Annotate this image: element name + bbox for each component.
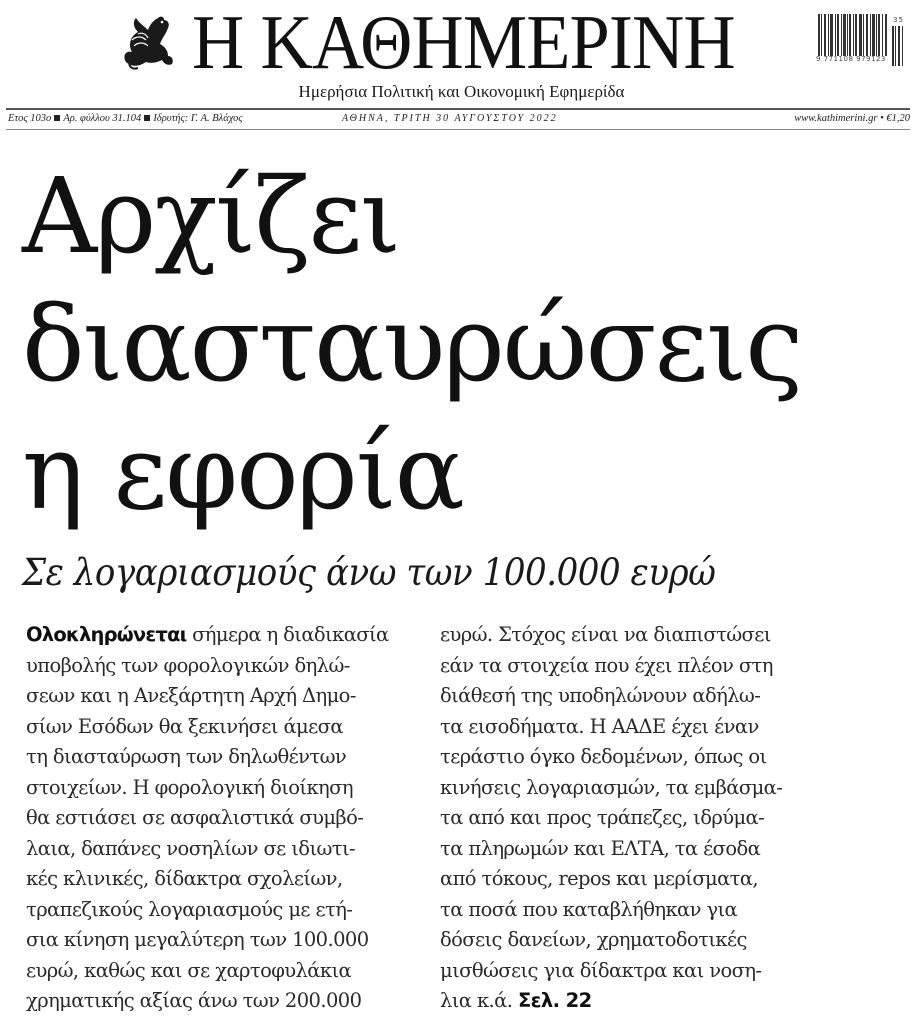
subheadline: Σε λογαριασμούς άνω των 100.000 ευρώ xyxy=(22,551,716,594)
body-line: λια κ.ά. Σελ. 22 xyxy=(440,989,592,1012)
body-line: εάν τα στοιχεία που έχει πλέον στη xyxy=(440,653,773,677)
headline-line: Αρχίζει xyxy=(22,155,400,277)
barcode-number: 9 771108 979123 xyxy=(816,55,886,63)
body-line: λαια, δαπάνες νοσηλίων σε ιδιωτι- xyxy=(26,836,356,860)
body-line: ευρώ. Στόχος είναι να διαπιστώσει xyxy=(440,623,771,646)
square-bullet-icon xyxy=(144,115,150,121)
masthead xyxy=(0,0,923,108)
headline xyxy=(22,152,801,536)
site-and-price xyxy=(794,113,910,124)
year: Ετος 103ο xyxy=(8,113,52,124)
body-line: τραπεζικούς λογαριασμούς με ετή- xyxy=(26,897,353,921)
body-line: Ολοκληρώνεται σήμερα η διαδικασία xyxy=(26,623,389,646)
issue-info xyxy=(8,113,243,124)
lead-word: Ολοκληρώνεται xyxy=(26,623,187,646)
price: €1,20 xyxy=(886,113,910,124)
headline-line: διασταυρώσεις xyxy=(22,283,802,405)
body-line: σεων και η Ανεξάρτητη Αρχή Δημο- xyxy=(26,684,356,707)
barcode-addon: 35 xyxy=(893,16,904,24)
masthead-subtitle: Ημερήσια Πολιτική και Οικονομική Εφημερίδα xyxy=(298,82,625,101)
separator: • xyxy=(880,113,884,124)
body-line: τεράστιο όγκο δεδομένων, όπως οι xyxy=(440,745,767,768)
body-line: τα από και προς τράπεζες, ιδρύμα- xyxy=(440,806,765,829)
body-line: από τόκους, repos και μερίσματα, xyxy=(440,867,759,890)
body-line: τα εισοδήματα. Η ΑΑΔΕ έχει έναν xyxy=(440,714,759,738)
body-line: τα πληρωμών και ΕΛΤΑ, τα έσοδα xyxy=(440,836,761,860)
article-column-1 xyxy=(26,620,426,1017)
griffin-icon xyxy=(118,10,180,72)
headline-line: η εφορία xyxy=(22,411,463,533)
page-reference-link[interactable]: Σελ. 22 xyxy=(517,989,592,1012)
article-column-2 xyxy=(440,620,835,1017)
body-line: κές κλινικές, δίδακτρα σχολείων, xyxy=(26,867,343,890)
website-link[interactable]: www.kathimerini.gr xyxy=(794,113,878,124)
body-line: διάθεσή της υποδηλώνουν αδήλω- xyxy=(440,684,761,707)
bottom-rule xyxy=(6,129,910,130)
body-line: στοιχείων. Η φορολογική διοίκηση xyxy=(26,775,353,799)
body-line: σια κίνηση μεγαλύτερη των 100.000 xyxy=(26,928,369,951)
body-line: χρηματικής αξίας άνω των 200.000 xyxy=(26,989,362,1012)
body-line: μισθώσεις για δίδακτρα και νοση- xyxy=(440,958,762,982)
body-line: τη διασταύρωση των δηλωθέντων xyxy=(26,745,347,768)
top-rule xyxy=(6,108,910,110)
info-bar xyxy=(6,112,910,128)
dateline: ΑΘΗΝΑ, ΤΡΙΤΗ 30 ΑΥΓΟΥΣΤΟΥ 2022 xyxy=(342,113,558,124)
body-line: κινήσεις λογαριασμών, τα εμβάσμα- xyxy=(440,775,783,799)
masthead-title: Η ΚΑΘΗΜΕΡΙΝΗ xyxy=(192,0,735,85)
founder: Ιδρυτής: Γ. Α. Βλάχος xyxy=(153,113,243,124)
body-line: υποβολής των φορολογικών δηλώ- xyxy=(26,653,350,677)
body-line: σίων Εσόδων θα ξεκινήσει άμεσα xyxy=(26,714,343,738)
body-line: θα εστιάσει σε ασφαλιστικά συμβό- xyxy=(26,806,364,829)
body-line: δόσεις δανείων, χρηματοδοτικές xyxy=(440,928,747,951)
issue-number: Αρ. φύλλου 31.104 xyxy=(63,113,142,124)
body-line: τα ποσά που καταβλήθηκαν για xyxy=(440,897,738,921)
body-line: ευρώ, καθώς και σε χαρτοφυλάκια xyxy=(26,958,352,982)
square-bullet-icon xyxy=(54,115,60,121)
